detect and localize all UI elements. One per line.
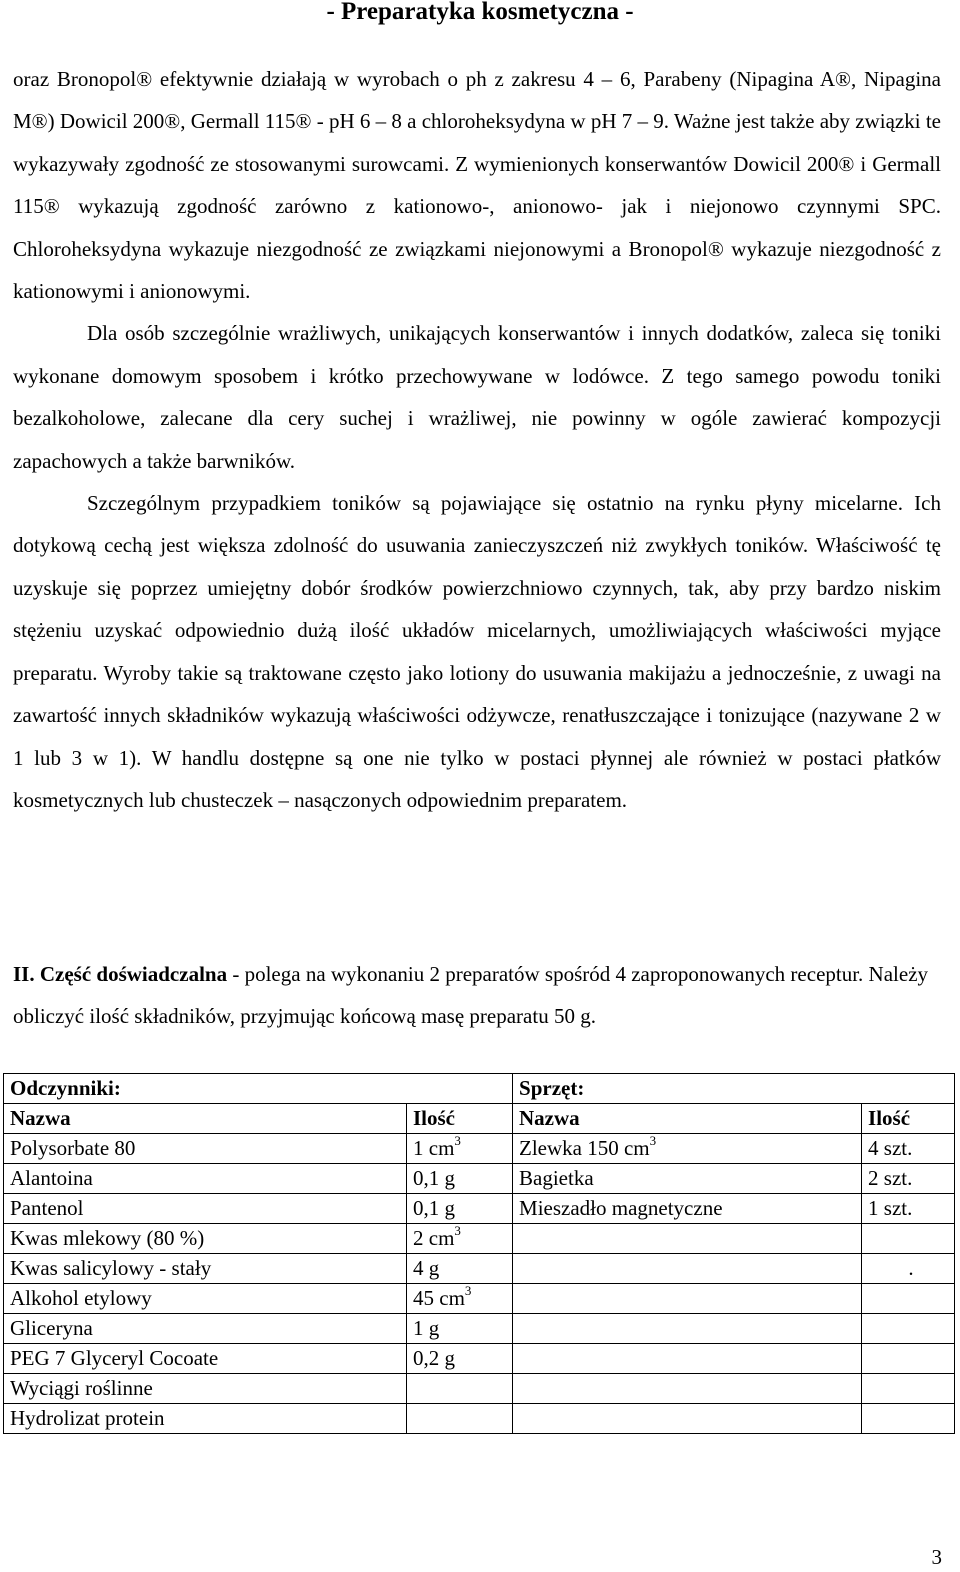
equipment-qty-cell	[862, 1284, 955, 1314]
reagent-name-cell	[4, 1224, 407, 1254]
page-number: 3	[931, 1545, 942, 1569]
section-heading: II. Część doświadczalna	[13, 962, 228, 986]
equipment-qty-cell	[862, 1374, 955, 1404]
reagent-name: Kwas mlekowy (80 %)	[10, 1226, 205, 1250]
reagent-qty: 0,1 g	[413, 1166, 455, 1190]
table-row	[4, 1134, 955, 1164]
equipment-qty-cell	[862, 1404, 955, 1434]
reagent-name-cell	[4, 1374, 407, 1404]
equipment-name-cell	[513, 1374, 862, 1404]
table-row	[4, 1284, 955, 1314]
reagent-name: Pantenol	[10, 1196, 84, 1220]
reagent-qty-header: Ilość	[407, 1104, 513, 1134]
reagent-qty: 0,2 g	[413, 1346, 455, 1370]
reagent-qty-cell	[407, 1164, 513, 1194]
reagent-name-cell	[4, 1194, 407, 1224]
table-row	[4, 1254, 955, 1284]
equipment-name-superscript: 3	[649, 1133, 657, 1148]
reagent-qty-cell	[407, 1314, 513, 1344]
reagent-name-cell	[4, 1164, 407, 1194]
table-row	[4, 1374, 955, 1404]
equipment-qty: 4 szt.	[868, 1136, 913, 1160]
reagent-name: Wyciągi roślinne	[10, 1376, 153, 1400]
reagent-name-cell	[4, 1344, 407, 1374]
reagent-qty-superscript: 3	[454, 1223, 461, 1238]
equipment-name-cell	[513, 1134, 862, 1164]
equipment-qty-cell	[862, 1254, 955, 1284]
equipment-qty-cell	[862, 1344, 955, 1374]
equipment-name-header: Nazwa	[513, 1104, 862, 1134]
paragraph-micellar: Szczególnym przypadkiem toników są pojawiające się ostatnio na rynku płyny micelarne. Ich dotykową cechą jest większa zdolność do usuwania zanieczyszczeń niż zwykłych toników. Właściwość tę uzyskuje się poprzez umiejętny dobór środków powierzchniowo czynnych, tak, aby przy bardzo niskim stężeniu uzyskać odpowiednio dużą ilość układów micelarnych, umożliwiających właściwości myjące preparatu. Wyroby takie są traktowane często jako lotiony do usuwania makijażu a jednocześnie, z uwagi na zawartość innych składników wykazują właściwości odżywcze, renatłuszczające i tonizujące (nazywane 2 w 1 lub 3 w 1). W handlu dostępne są one nie tylko w postaci płynnej ale również w postaci płatków kosmetycznych lub chusteczek – nasączonych odpowiednim preparatem.	[13, 491, 941, 812]
reagent-qty-cell	[407, 1344, 513, 1374]
table-row	[4, 1224, 955, 1254]
reagent-name-header: Nazwa	[4, 1104, 407, 1134]
equipment-name: Zlewka 150 cm	[519, 1136, 650, 1160]
materials-table	[3, 1073, 955, 1434]
table-row	[4, 1164, 955, 1194]
equipment-title: Sprzęt:	[513, 1074, 955, 1104]
equipment-name: Mieszadło magnetyczne	[519, 1196, 723, 1220]
reagent-qty: 4 g	[413, 1256, 440, 1280]
paragraph-preservatives: oraz Bronopol® efektywnie działają w wyrobach o ph z zakresu 4 – 6, Parabeny (Nipagina A®, Nipagina M®) Dowicil 200®, Germall 115® - pH 6 – 8 a chloroheksydyna w pH 7 – 9. Ważne jest także aby związki te wykazywały zgodność ze stosowanymi surowcami. Z wymienionych konserwantów Dowicil 200® i Germall 115® wykazują zgodność zarówno z kationowo-, anionowo- jak i niejonowo czynnymi SPC. Chloroheksydyna wykazuje niezgodność ze związkami niejonowymi a Bronopol® wykazuje niezgodność z kationowymi i anionowymi.	[13, 67, 941, 304]
equipment-name-cell	[513, 1194, 862, 1224]
reagent-name: Alkohol etylowy	[10, 1286, 152, 1310]
reagent-qty-cell	[407, 1224, 513, 1254]
table-row	[4, 1344, 955, 1374]
equipment-name-cell	[513, 1284, 862, 1314]
reagents-title: Odczynniki:	[4, 1074, 513, 1104]
table-header-row	[4, 1104, 955, 1134]
equipment-qty: .	[908, 1256, 914, 1280]
equipment-qty-header: Ilość	[862, 1104, 955, 1134]
reagent-name-cell	[4, 1404, 407, 1434]
reagent-name-cell	[4, 1314, 407, 1344]
reagent-name: Alantoina	[10, 1166, 93, 1190]
reagent-qty-cell	[407, 1284, 513, 1314]
reagent-name: Polysorbate 80	[10, 1136, 136, 1160]
reagent-qty-superscript: 3	[454, 1133, 461, 1148]
page-title: - Preparatyka kosmetyczna -	[326, 0, 634, 25]
equipment-name-cell	[513, 1254, 862, 1284]
equipment-name-cell	[513, 1344, 862, 1374]
reagent-name: PEG 7 Glyceryl Cocoate	[10, 1346, 219, 1370]
table-row	[4, 1404, 955, 1434]
equipment-name-cell	[513, 1404, 862, 1434]
table-row	[4, 1314, 955, 1344]
reagent-qty-cell	[407, 1194, 513, 1224]
reagent-name: Kwas salicylowy - stały	[10, 1256, 212, 1280]
equipment-qty: 1 szt.	[868, 1196, 913, 1220]
reagent-qty: 45 cm	[413, 1286, 465, 1310]
reagent-name: Hydrolizat protein	[10, 1406, 165, 1430]
reagent-qty: 1 cm	[413, 1136, 455, 1160]
reagent-name-cell	[4, 1254, 407, 1284]
reagent-qty: 1 g	[413, 1316, 440, 1340]
equipment-qty-cell	[862, 1134, 955, 1164]
reagent-qty-cell	[407, 1254, 513, 1284]
reagent-qty-cell	[407, 1374, 513, 1404]
equipment-qty: 2 szt.	[868, 1166, 913, 1190]
equipment-qty-cell	[862, 1194, 955, 1224]
equipment-name-cell	[513, 1224, 862, 1254]
reagent-qty: 0,1 g	[413, 1196, 455, 1220]
equipment-qty-cell	[862, 1314, 955, 1344]
equipment-name-cell	[513, 1314, 862, 1344]
equipment-qty-cell	[862, 1164, 955, 1194]
reagent-qty-cell	[407, 1134, 513, 1164]
equipment-name: Bagietka	[519, 1166, 594, 1190]
reagent-name-cell	[4, 1134, 407, 1164]
table-row	[4, 1194, 955, 1224]
equipment-name-cell	[513, 1164, 862, 1194]
equipment-qty-cell	[862, 1224, 955, 1254]
experimental-section	[13, 953, 941, 1038]
reagent-name-cell	[4, 1284, 407, 1314]
paragraph-sensitive-skin: Dla osób szczególnie wrażliwych, unikających konserwantów i innych dodatków, zaleca się toniki wykonane domowym sposobem i krótko przechowywane w lodówce. Z tego samego powodu toniki bezalkoholowe, zalecane dla cery suchej i wrażliwej, nie powinny w ogóle zawierać kompozycji zapachowych a także barwników.	[13, 321, 941, 473]
reagent-qty: 2 cm	[413, 1226, 455, 1250]
reagent-qty-superscript: 3	[464, 1283, 472, 1298]
body-text	[13, 58, 941, 821]
reagent-qty-cell	[407, 1404, 513, 1434]
section-text: - polega na wykonaniu 2 preparatów spośród 4 zaproponowanych receptur. Należy obliczyć ilość składników, przyjmując końcową masę preparatu 50 g.	[13, 962, 929, 1029]
table-title-row	[4, 1074, 955, 1104]
reagent-name: Gliceryna	[10, 1316, 93, 1340]
